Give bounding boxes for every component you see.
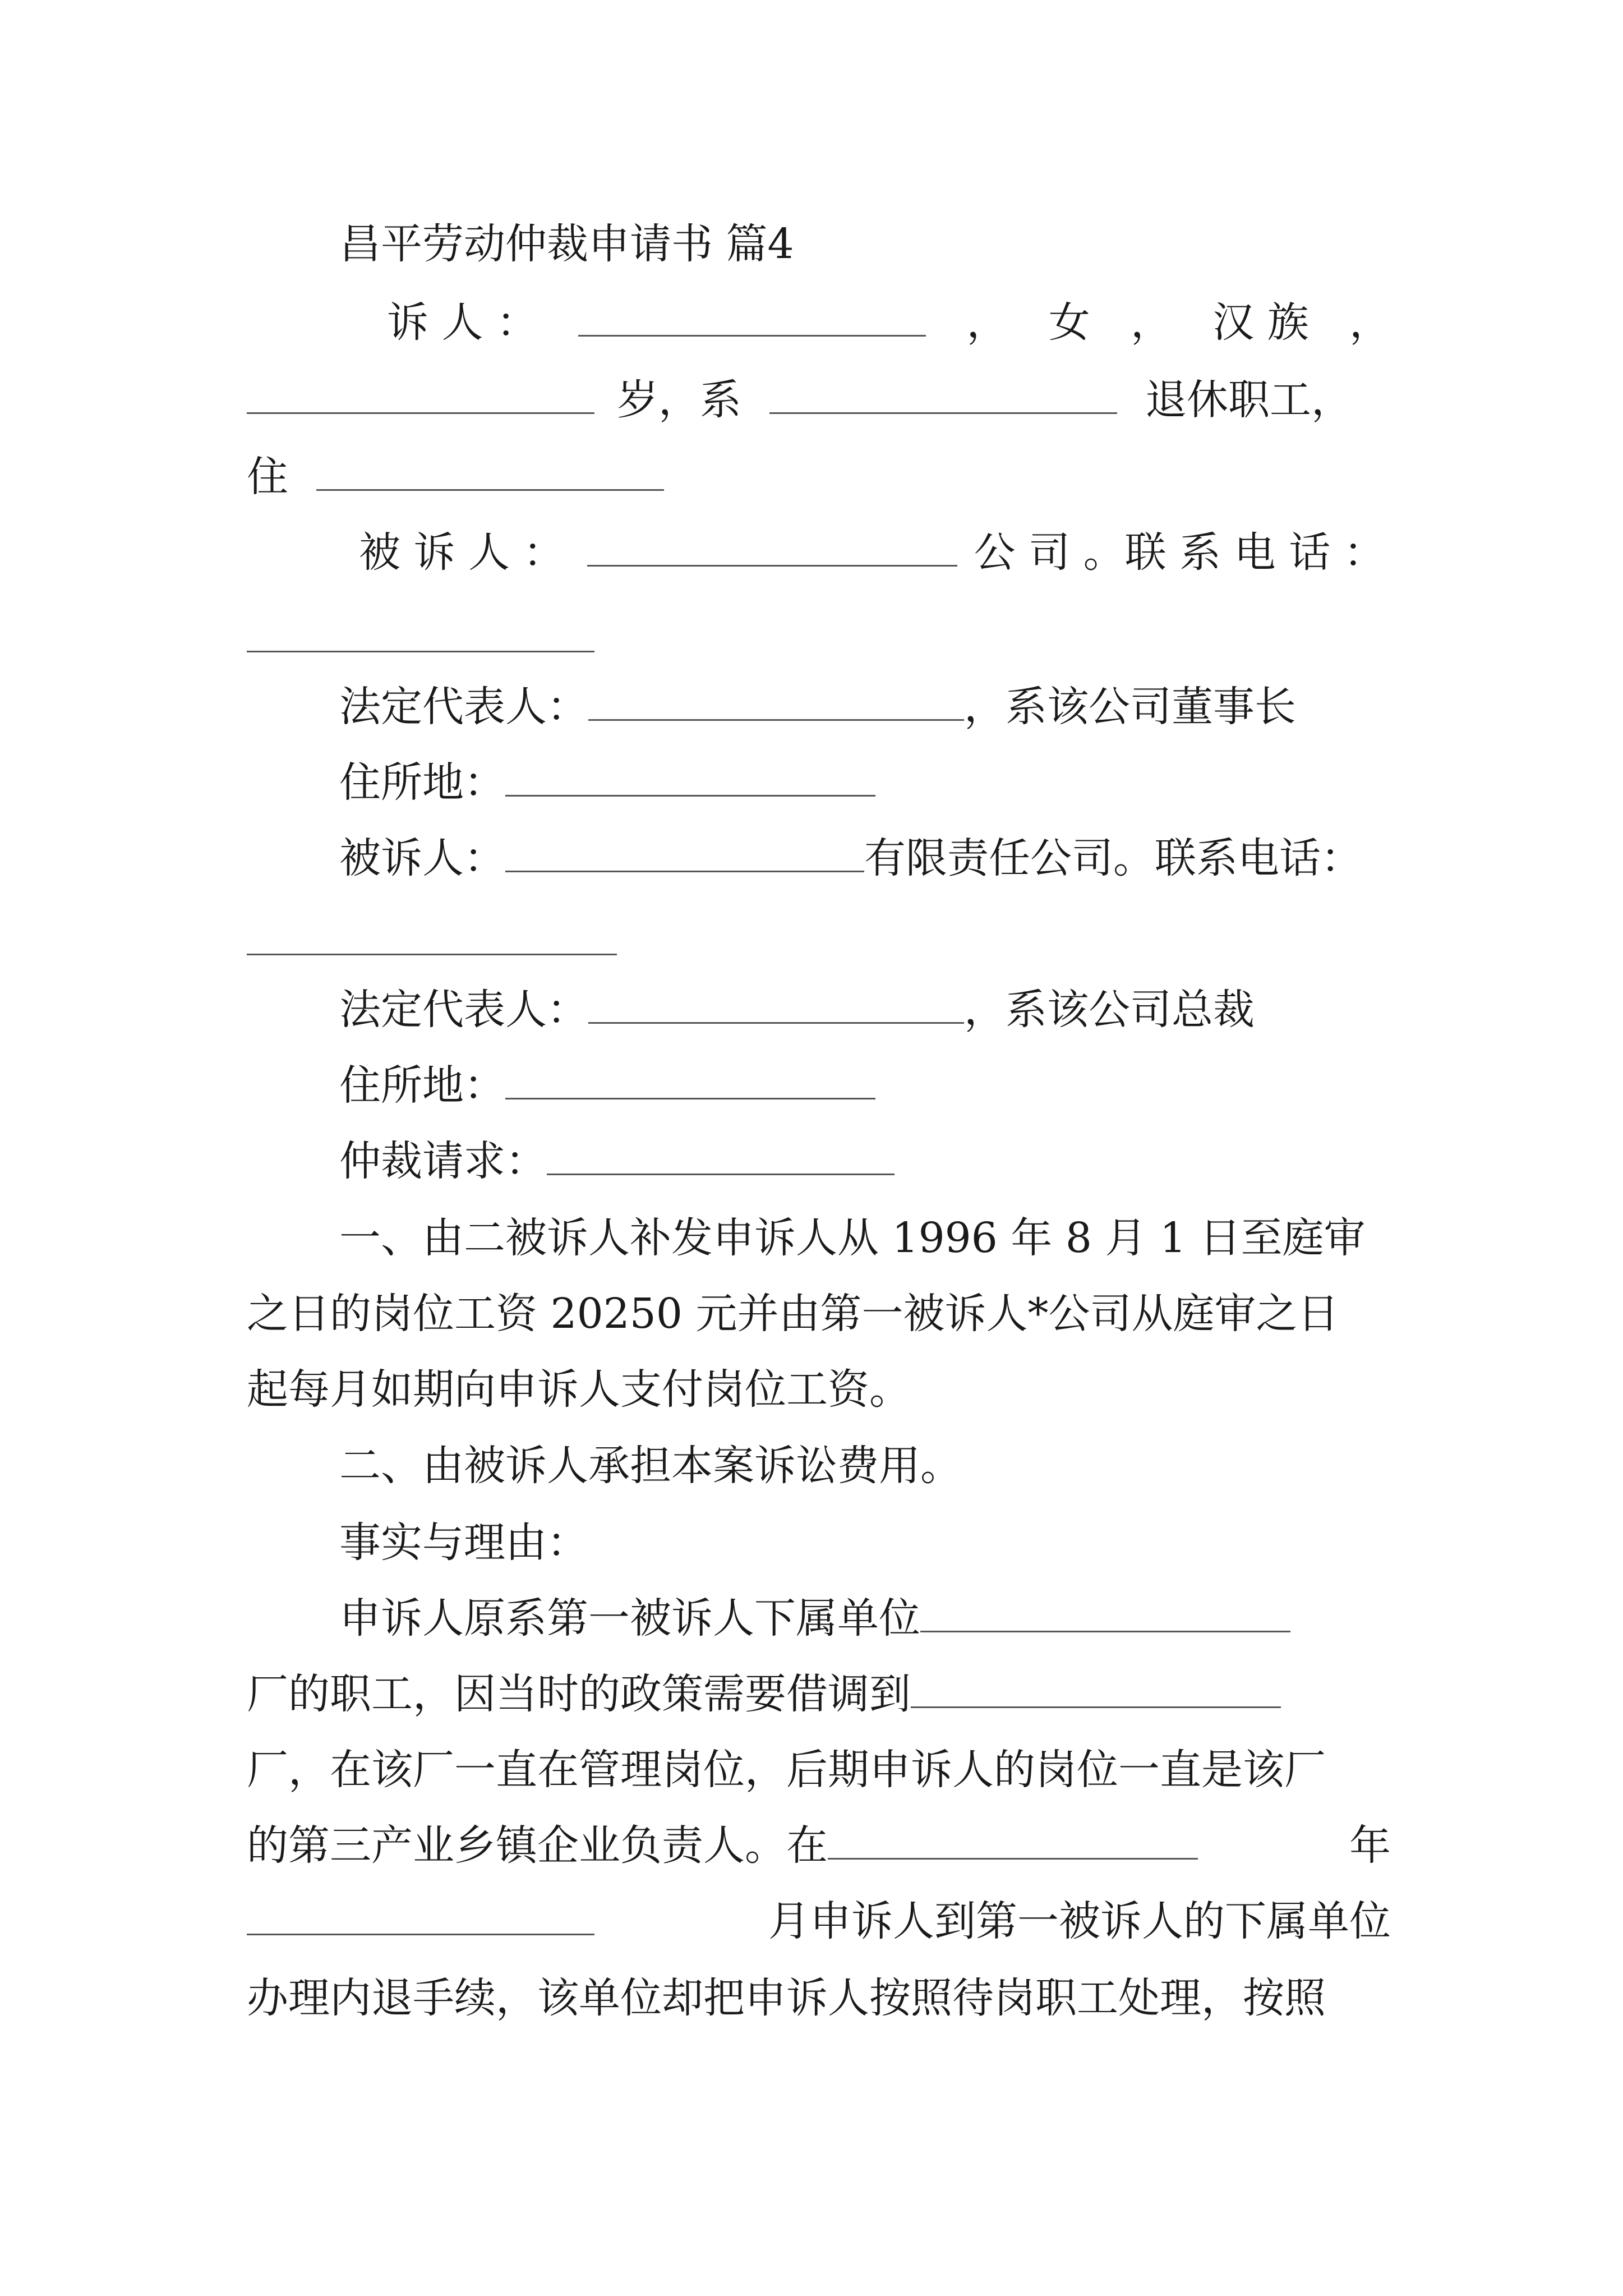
- respondent1-rep-blank[interactable]: [588, 680, 964, 721]
- applicant-line-3: [247, 449, 1391, 505]
- facts-text-5: 月申诉人到第一被诉人的下属单位: [768, 1897, 1391, 1945]
- facts-line-6: [247, 1970, 1391, 2026]
- respondent2-rep-label: 法定代表人：: [339, 986, 588, 1034]
- applicant-age-unit: 岁，系: [617, 376, 741, 424]
- claim1-text-3: 起每月如期向申诉人支付岗位工资。: [247, 1365, 911, 1414]
- applicant-address-blank[interactable]: [316, 450, 664, 491]
- claims-label: 仲裁请求：: [339, 1137, 547, 1185]
- applicant-ethnicity: 汉 族: [1212, 298, 1309, 347]
- respondent1-rep-label: 法定代表人：: [339, 683, 588, 731]
- respondent1-phone-line: [247, 611, 1391, 668]
- respondent1-company: 公 司 。联 系 电 话 ：: [974, 528, 1385, 577]
- respondent1-addr-line: [339, 754, 1394, 811]
- facts-label: 事实与理由：: [339, 1519, 588, 1567]
- respondent2-name-blank[interactable]: [505, 831, 864, 872]
- facts-line-3: [247, 1742, 1391, 1798]
- applicant-name-blank[interactable]: [578, 296, 926, 337]
- claim1-line-1: [339, 1210, 1394, 1266]
- applicant-age-blank[interactable]: [247, 373, 594, 414]
- facts-heading-line: [339, 1515, 1394, 1571]
- respondent1-rep-line: [339, 679, 1394, 735]
- claims-line: [339, 1133, 1394, 1189]
- respondent2-line: [339, 830, 1394, 886]
- facts-factory-blank[interactable]: [911, 1667, 1281, 1708]
- applicant-retired: 退休职工，: [1145, 376, 1353, 424]
- respondent1-label: 被 诉 人 ：: [359, 528, 565, 577]
- applicant-sex: 女: [1048, 298, 1090, 347]
- claim2-line: [339, 1438, 1394, 1494]
- facts-text-4: 的第三产业乡镇企业负责人。在: [247, 1821, 828, 1870]
- facts-year-blank[interactable]: [828, 1819, 1198, 1860]
- facts-text-6: 办理内退手续，该单位却把申诉人按照待岗职工处理，按照: [247, 1974, 1326, 2022]
- respondent2-addr-label: 住所地：: [339, 1061, 505, 1110]
- applicant-address-label: 住: [247, 453, 288, 501]
- facts-year-label: 年: [1349, 1821, 1391, 1870]
- respondent1-line: [359, 524, 1391, 581]
- applicant-label: 诉 人 ：: [387, 298, 538, 347]
- facts-line-1: [339, 1590, 1394, 1646]
- respondent2-rep-blank[interactable]: [588, 983, 964, 1024]
- respondent2-addr-blank[interactable]: [505, 1059, 875, 1099]
- respondent2-addr-line: [339, 1057, 1394, 1114]
- applicant-comma-1: ，: [966, 298, 1008, 347]
- claim1-line-2: [247, 1286, 1391, 1342]
- respondent1-phone-blank[interactable]: [247, 611, 594, 652]
- applicant-line-2: [247, 372, 1391, 428]
- respondent1-name-blank[interactable]: [587, 526, 957, 567]
- title-text: 昌平劳动仲裁申请书 篇4: [339, 220, 794, 268]
- respondent1-addr-label: 住所地：: [339, 758, 505, 807]
- facts-text-2: 厂的职工，因当时的政策需要借调到: [247, 1670, 911, 1718]
- claim1-text-1: 一、由二被诉人补发申诉人从 1996 年 8 月 1 日至庭审: [339, 1214, 1366, 1262]
- respondent2-label: 被诉人：: [339, 834, 505, 882]
- facts-line-5: [247, 1893, 1391, 1949]
- claim1-line-3: [247, 1361, 1391, 1418]
- document-title: [339, 216, 1394, 272]
- claims-blank[interactable]: [547, 1134, 895, 1175]
- respondent2-phone-blank[interactable]: [247, 914, 617, 955]
- respondent2-company: 有限责任公司。联系电话：: [864, 834, 1362, 882]
- claim1-text-2: 之日的岗位工资 20250 元并由第一被诉人*公司从庭审之日: [247, 1290, 1339, 1338]
- facts-text-1: 申诉人原系第一被诉人下属单位: [339, 1594, 920, 1642]
- applicant-line-1: [387, 295, 1391, 351]
- respondent1-rep-role: ，系该公司董事长: [964, 683, 1296, 731]
- respondent2-rep-role: ，系该公司总裁: [964, 986, 1255, 1034]
- applicant-employer-blank[interactable]: [769, 373, 1117, 414]
- respondent2-phone-line: [247, 914, 1391, 970]
- facts-month-blank[interactable]: [247, 1894, 594, 1935]
- respondent2-rep-line: [339, 982, 1394, 1038]
- claim2-text: 二、由被诉人承担本案诉讼费用。: [339, 1442, 962, 1490]
- applicant-comma-3: ，: [1349, 298, 1391, 347]
- facts-text-3: 厂，在该厂一直在管理岗位，后期申诉人的岗位一直是该厂: [247, 1746, 1326, 1794]
- facts-line-2: [247, 1666, 1391, 1722]
- facts-line-4: [247, 1818, 1391, 1874]
- applicant-comma-2: ，: [1130, 298, 1172, 347]
- facts-unit-blank[interactable]: [920, 1591, 1290, 1632]
- respondent1-addr-blank[interactable]: [505, 756, 875, 797]
